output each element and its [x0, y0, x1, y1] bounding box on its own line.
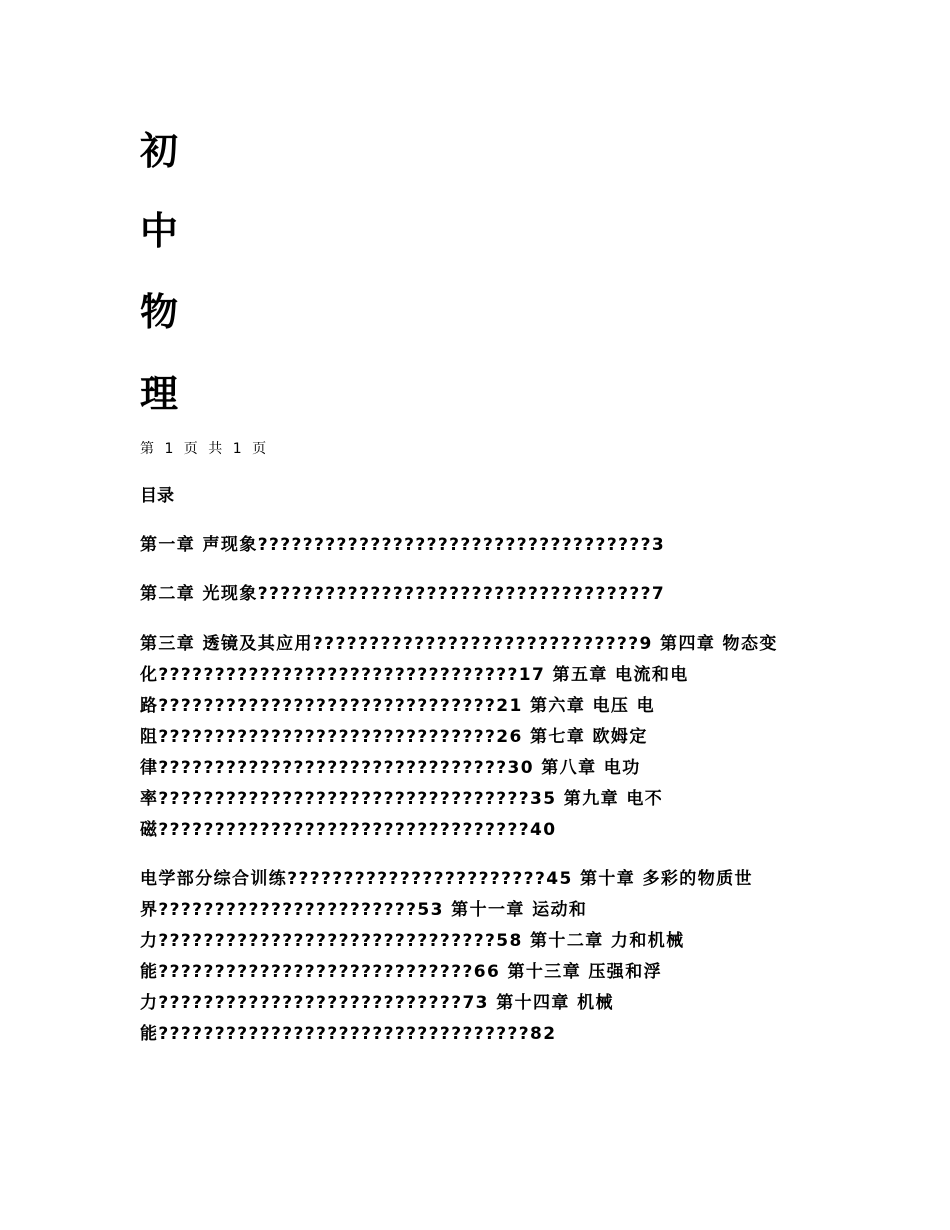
page-number: 第 1 页 共 1 页 [140, 441, 270, 457]
toc-paragraph-2 [140, 579, 810, 610]
toc-paragraph-3 [140, 629, 810, 846]
toc-paragraph-1 [140, 530, 810, 561]
toc-line: 力???????????????????????????73 第十四章 机械 [140, 993, 614, 1013]
toc-line: 第二章 光现象???????????????????????????????????7 [140, 584, 666, 604]
toc-line: 能????????????????????????????66 第十三章 压强和浮 [140, 962, 663, 982]
toc-line: 第三章 透镜及其应用?????????????????????????????9 第四章 物态变 [140, 634, 778, 654]
toc-heading: 目录 [140, 486, 174, 506]
toc-line: 界???????????????????????53 第十一章 运动和 [140, 900, 588, 920]
toc-line: 律???????????????????????????????30 第八章 电功 [140, 758, 641, 778]
toc-line: 率?????????????????????????????????35 第九章 电不 [140, 789, 664, 809]
toc-line: 化????????????????????????????????17 第五章 电流和电 [140, 665, 689, 685]
toc-line: 路??????????????????????????????21 第六章 电压 电 [140, 696, 656, 716]
toc-line: 第一章 声现象???????????????????????????????????3 [140, 535, 666, 555]
toc-line: 力??????????????????????????????58 第十二章 力和机械 [140, 931, 685, 951]
title-char-1: 初 [140, 129, 179, 173]
toc-line: 电学部分综合训练???????????????????????45 第十章 多彩的物质世 [140, 869, 753, 889]
toc-line: 磁?????????????????????????????????40 [140, 820, 557, 840]
toc-paragraph-4 [140, 864, 810, 1050]
toc-line: 能?????????????????????????????????82 [140, 1024, 557, 1044]
title-char-3: 物 [140, 290, 179, 334]
title-char-4: 理 [140, 372, 179, 416]
toc-line: 阻??????????????????????????????26 第七章 欧姆定 [140, 727, 648, 747]
title-char-2: 中 [140, 209, 179, 253]
